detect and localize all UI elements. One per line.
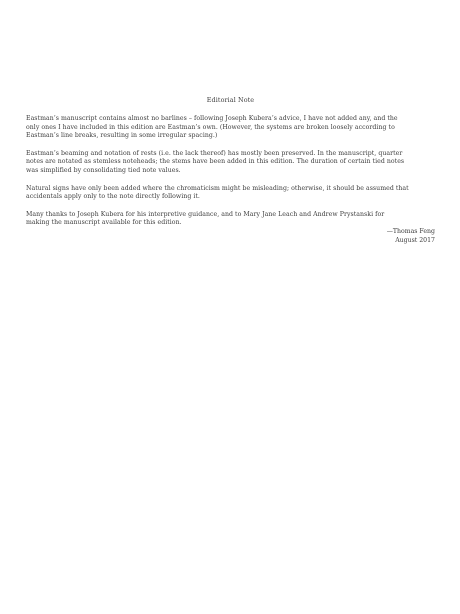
paragraph-line: making the manuscript available for this edition. (26, 219, 182, 227)
signature-author: —Thomas Feng (386, 227, 435, 235)
editorial-note (26, 96, 435, 245)
paragraph-natural-signs (26, 185, 435, 202)
paragraph-line: Eastman’s manuscript contains almost no barlines – following Joseph Kubera’s advice, I have not added any, and the (26, 115, 398, 122)
page-title: Editorial Note (206, 96, 255, 104)
paragraph-line: accidentals apply only to the note directly following it. (26, 193, 200, 201)
paragraph-line: Natural signs have only been added where the chromaticism might be misleading; otherwise, it should be assumed that (26, 184, 409, 192)
signature-date: August 2017 (395, 236, 435, 244)
signature-block (26, 228, 435, 245)
paragraph-beaming (26, 150, 435, 176)
paragraph-line: notes are notated as stemless noteheads; the stems have been added in this edition. The duration of certain tied notes (26, 158, 405, 166)
paragraph-line: Eastman’s line breaks, resulting in some irregular spacing.) (26, 132, 218, 140)
paragraph-line: only ones I have included in this edition are Eastman’s own. (However, the systems are broken loosely according to (26, 123, 395, 131)
paragraph-line: Many thanks to Joseph Kubera for his interpretive guidance, and to Mary Jane Leach and Andrew Prystanski for (26, 210, 385, 218)
paragraph-line: Eastman’s beaming and notation of rests (i.e. the lack thereof) has mostly been preserved. In the manuscript, quarter (26, 149, 403, 157)
paragraph-acknowledgements (26, 211, 435, 228)
paragraph-barlines (26, 115, 435, 141)
paragraph-line: was simplified by consolidating tied note values. (26, 166, 181, 174)
